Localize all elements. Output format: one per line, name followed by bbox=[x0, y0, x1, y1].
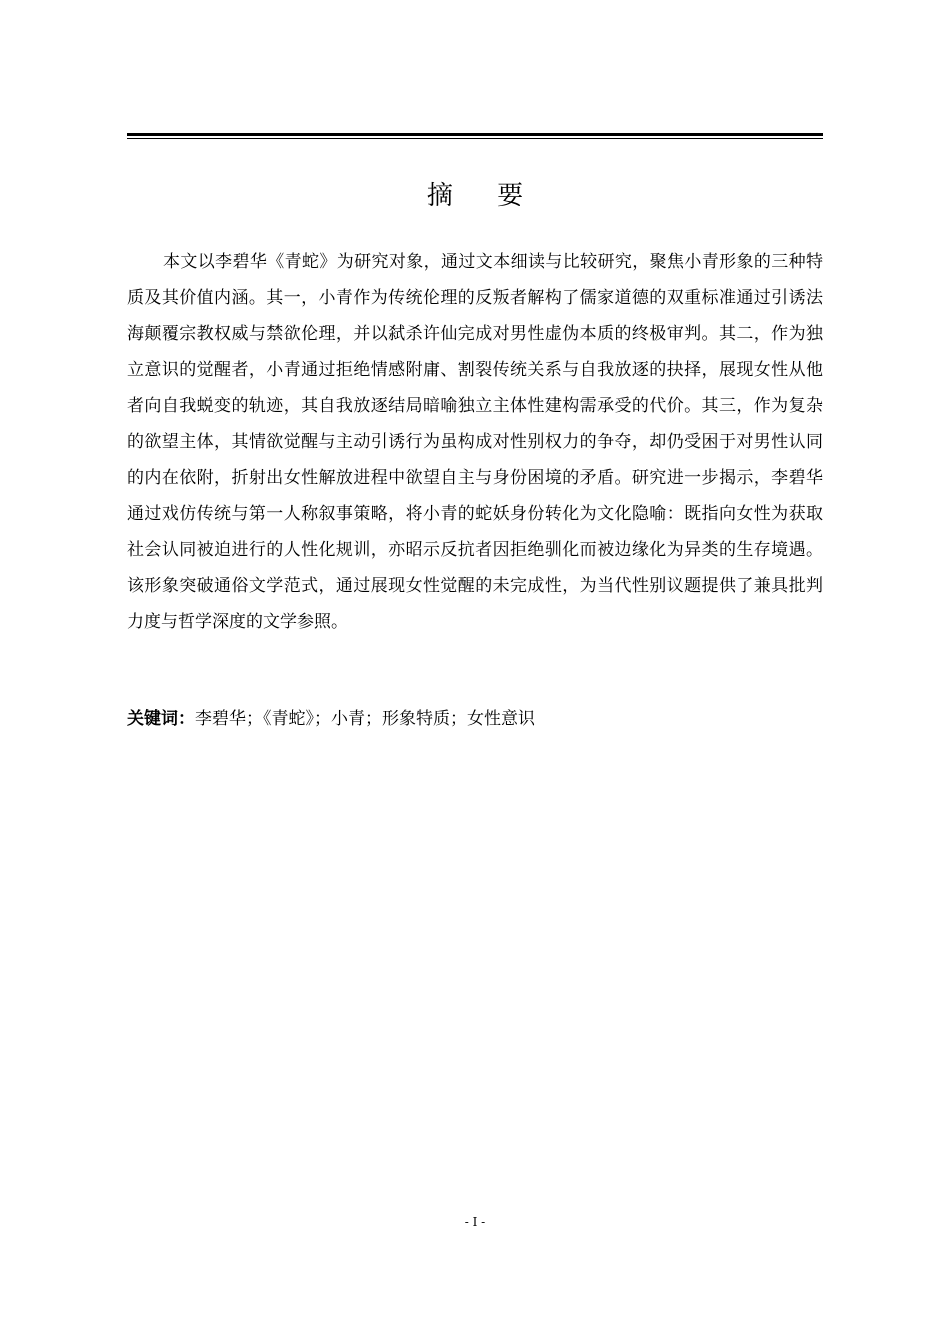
keywords-line bbox=[127, 704, 823, 734]
header-rule-thin bbox=[127, 138, 823, 139]
page-number: - I - bbox=[464, 1215, 486, 1229]
abstract-paragraph: 本文以李碧华《青蛇》为研究对象，通过文本细读与比较研究，聚焦小青形象的三种特质及其价值内涵。其一，小青作为传统伦理的反叛者解构了儒家道德的双重标准通过引诱法海颠覆宗教权威与禁欲伦理，并以弑杀许仙完成对男性虚伪本质的终极审判。其二，作为独立意识的觉醒者，小青通过拒绝情感附庸、割裂传统关系与自我放逐的抉择，展现女性从他者向自我蜕变的轨迹，其自我放逐结局暗喻独立主体性建构需承受的代价。其三，作为复杂的欲望主体，其情欲觉醒与主动引诱行为虽构成对性别权力的争夺，却仍受困于对男性认同的内在依附，折射出女性解放进程中欲望自主与身份困境的矛盾。研究进一步揭示，李碧华通过戏仿传统与第一人称叙事策略，将小青的蛇妖身份转化为文化隐喻：既指向女性为获取社会认同被迫进行的人性化规训，亦昭示反抗者因拒绝驯化而被边缘化为异类的生存境遇。该形象突破通俗文学范式，通过展现女性觉醒的未完成性，为当代性别议题提供了兼具批判力度与哲学深度的文学参照。 bbox=[127, 252, 823, 632]
header-rule-thick bbox=[127, 133, 823, 136]
keywords-value: 李碧华；《青蛇》；小青；形象特质；女性意识 bbox=[195, 709, 535, 729]
keywords-label: 关键词： bbox=[127, 709, 195, 729]
page-title: 摘 要 bbox=[426, 181, 542, 211]
